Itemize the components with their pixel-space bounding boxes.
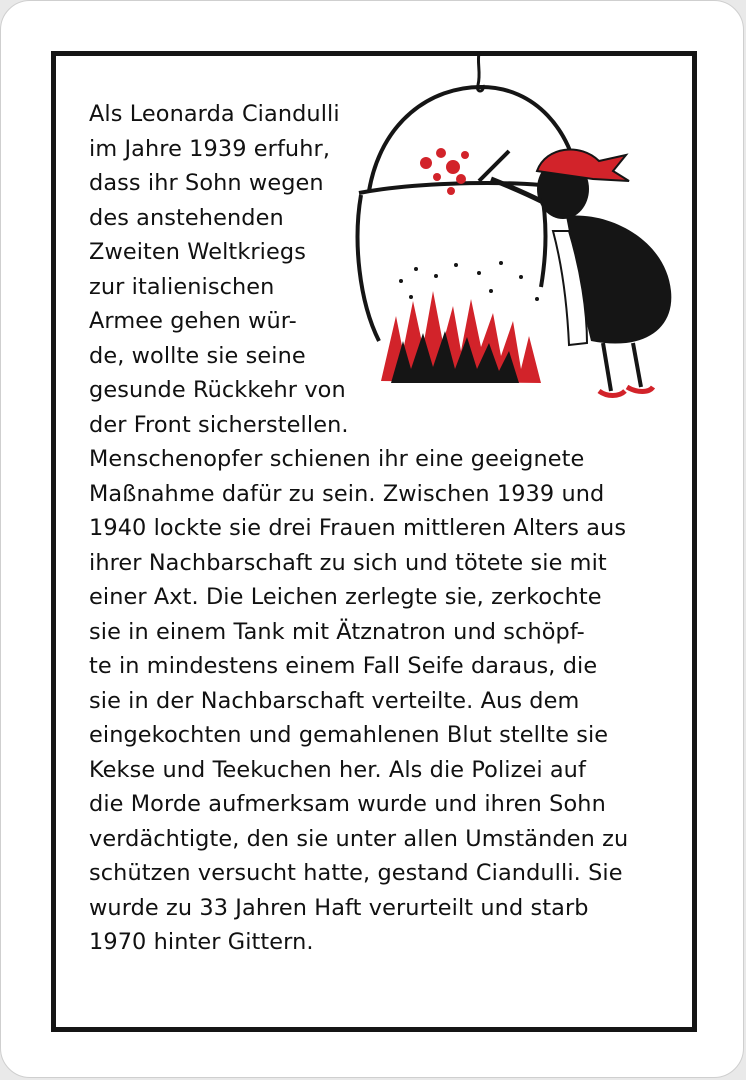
- text-line: gesunde Rückkehr von: [89, 377, 346, 403]
- text-line: einer Axt. Die Leichen zerlegte sie, zerkochte: [89, 584, 602, 610]
- text-line: 1970 hinter Gittern.: [89, 929, 314, 955]
- text-line: schützen versucht hatte, gestand Ciandulli. Sie: [89, 860, 623, 886]
- text-line: de, wollte sie seine: [89, 342, 306, 369]
- text-line: Armee gehen wür-: [89, 308, 297, 334]
- text-line: wurde zu 33 Jahren Haft verurteilt und starb: [89, 894, 589, 921]
- text-line: des anstehenden: [89, 204, 284, 231]
- text-line: sie in der Nachbarschaft verteilte. Aus dem: [89, 687, 580, 714]
- text-line: Als Leonarda Ciandulli: [89, 101, 340, 127]
- text-line: 1940 lockte sie drei Frauen mittleren Alters aus: [89, 515, 627, 541]
- text-line: Kekse und Teekuchen her. Als die Polizei auf: [89, 756, 586, 783]
- text-line: te in mindestens einem Fall Seife daraus, die: [89, 653, 598, 679]
- text-line: eingekochten und gemahlenen Blut stellte sie: [89, 722, 609, 748]
- text-line: Zweiten Weltkriegs: [89, 239, 306, 265]
- text-line: verdächtigte, den sie unter allen Umständen zu: [89, 825, 629, 852]
- text-line: zur italienischen: [89, 273, 275, 300]
- text-line: im Jahre 1939 erfuhr,: [89, 135, 331, 162]
- text-line: dass ihr Sohn wegen: [89, 170, 324, 196]
- text-line: ihrer Nachbarschaft zu sich und tötete sie mit: [89, 549, 607, 576]
- story-text: [89, 97, 667, 960]
- text-line: die Morde aufmerksam wurde und ihren Sohn: [89, 791, 606, 817]
- text-line: sie in einem Tank mit Ätznatron und schöpf-: [89, 618, 585, 645]
- text-line: Maßnahme dafür zu sein. Zwischen 1939 und: [89, 480, 605, 507]
- text-line: der Front sicherstellen.: [89, 411, 349, 438]
- text-line: Menschenopfer schienen ihr eine geeignete: [89, 446, 585, 472]
